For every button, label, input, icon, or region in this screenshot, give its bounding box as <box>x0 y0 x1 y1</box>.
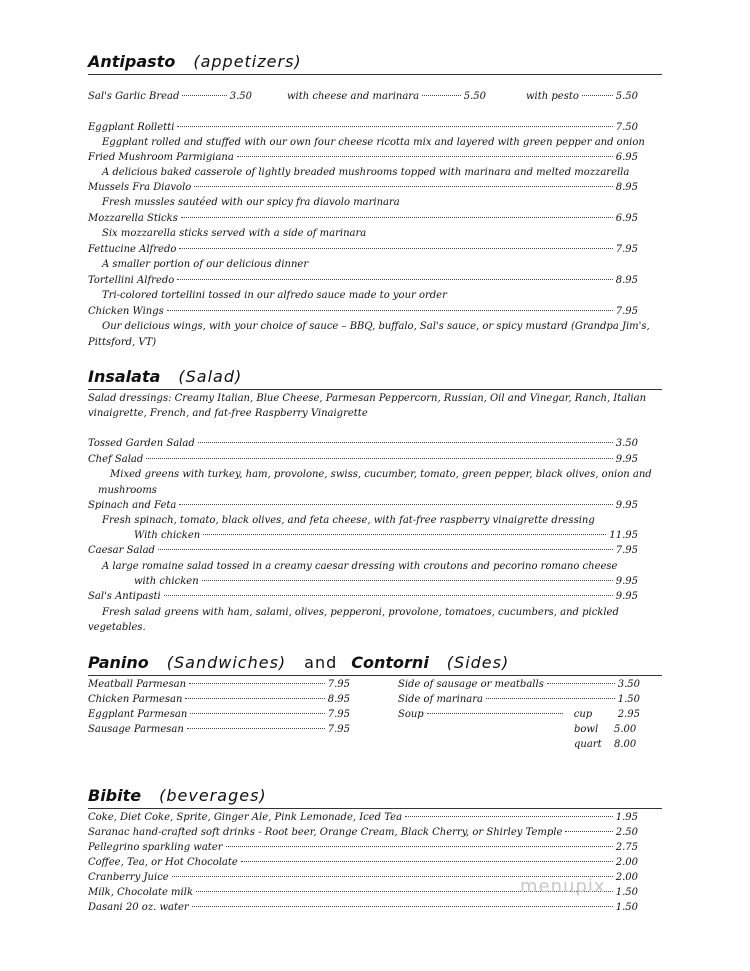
item-price: 6.95 <box>615 152 638 163</box>
item-name: Pellegrino sparkling water <box>88 842 223 853</box>
bibite-rule <box>88 808 662 809</box>
menu-item-row <box>88 855 638 870</box>
item-price: 2.00 <box>615 872 638 883</box>
item-name: With chicken <box>134 530 201 541</box>
antipasto-heading <box>88 52 302 71</box>
panino-rule <box>88 675 662 676</box>
item-price: 9.95 <box>615 591 638 602</box>
item-name: Cranberry Juice <box>88 872 169 883</box>
item-description: A smaller portion of our delicious dinner <box>102 259 309 270</box>
item-description: A large romaine salad tossed in a creamy caesar dressing with croutons and pecorino romano cheese <box>102 561 618 572</box>
insalata-subtitle: (Salad) <box>178 367 243 386</box>
item-description: A delicious baked casserole of lightly breaded mushrooms topped with marinara and melted mozzarella <box>102 167 630 178</box>
menu-item-row <box>88 120 638 135</box>
item-name: Eggplant Parmesan <box>88 709 188 720</box>
dot-leader <box>181 217 613 218</box>
dot-leader <box>185 698 324 699</box>
item-price: 5.00 <box>614 724 637 735</box>
soup-row <box>398 707 640 722</box>
dressings-text: Salad dressings: Creamy Italian, Blue Cheese, Parmesan Peppercorn, Russian, Oil and Vinegar, Ranch, Italian <box>88 393 647 404</box>
dot-leader <box>405 816 613 817</box>
item-price: 1.50 <box>615 887 638 898</box>
item-name: Soup <box>398 709 424 720</box>
item-price: 8.95 <box>615 182 638 193</box>
item-name: Mussels Fra Diavolo <box>88 182 192 193</box>
item-name: Coffee, Tea, or Hot Chocolate <box>88 857 238 868</box>
item-price: 3.50 <box>617 679 640 690</box>
dot-leader <box>182 95 226 96</box>
item-name: Tortellini Alfredo <box>88 275 175 286</box>
dot-leader <box>192 906 613 907</box>
item-name: with chicken <box>134 576 199 587</box>
menu-item-row <box>88 677 350 692</box>
menu-item-row <box>88 498 638 513</box>
item-name: Chicken Wings <box>88 306 164 317</box>
item-price: 7.95 <box>327 679 350 690</box>
menu-item-row <box>88 150 638 165</box>
menu-item-row <box>88 543 638 558</box>
item-name: Sal's Garlic Bread <box>88 91 180 102</box>
dot-leader <box>237 156 613 157</box>
dot-leader <box>203 534 606 535</box>
menu-item-row <box>88 840 638 855</box>
menu-item-row <box>88 211 638 226</box>
item-description: Mixed greens with turkey, ham, provolone, swiss, cucumber, tomato, green pepper, black olives, onion and <box>110 469 652 480</box>
contorni-title: Contorni <box>351 653 429 672</box>
item-description: Fresh spinach, tomato, black olives, and feta cheese, with fat-free raspberry vinaigrette dressing <box>102 515 595 526</box>
item-description: Fresh mussles sautéed with our spicy fra diavolo marinara <box>102 197 400 208</box>
menu-item-row <box>88 452 638 467</box>
dot-leader <box>167 310 613 311</box>
item-price: 8.00 <box>614 739 637 750</box>
insalata-title: Insalata <box>88 367 161 386</box>
item-name: Fried Mushroom Parmigiana <box>88 152 234 163</box>
item-price: 7.50 <box>615 122 638 133</box>
item-name: Mozzarella Sticks <box>88 213 178 224</box>
panino-heading <box>88 653 509 672</box>
item-name: Caesar Salad <box>88 545 155 556</box>
dot-leader <box>177 126 612 127</box>
item-price: 2.75 <box>615 842 638 853</box>
menu-item-row <box>88 692 350 707</box>
item-price: 5.50 <box>463 91 486 102</box>
item-description-cont: Pittsford, VT) <box>88 337 157 348</box>
item-price: 9.95 <box>615 576 638 587</box>
dot-leader <box>177 279 612 280</box>
bibite-heading <box>88 786 267 805</box>
item-name: Saranac hand-crafted soft drinks - Root beer, Orange Cream, Black Cherry, or Shirley Temple <box>88 827 563 838</box>
item-price: 2.95 <box>617 709 640 720</box>
item-name: Chef Salad <box>88 454 144 465</box>
menu-item-row <box>88 304 638 319</box>
item-price: 7.95 <box>327 724 350 735</box>
menu-item-row <box>88 180 638 195</box>
insalata-heading <box>88 367 242 386</box>
menu-item-row <box>88 900 638 915</box>
dot-leader <box>547 683 615 684</box>
panino-subtitle: (Sandwiches) <box>166 653 287 672</box>
item-price: 6.95 <box>615 213 638 224</box>
item-name: Chicken Parmesan <box>88 694 183 705</box>
menu-item-row <box>398 692 640 707</box>
dot-leader <box>241 861 613 862</box>
bibite-title: Bibite <box>88 786 142 805</box>
menu-item-row <box>88 589 638 604</box>
menu-item-row <box>88 825 638 840</box>
soup-size: cup <box>573 709 593 720</box>
dot-leader <box>582 95 613 96</box>
item-name: Sausage Parmesan <box>88 724 184 735</box>
menu-item-row <box>88 810 638 825</box>
dot-leader <box>198 442 613 443</box>
bibite-subtitle: (beverages) <box>159 786 267 805</box>
item-name: Meatball Parmesan <box>88 679 187 690</box>
dot-leader <box>427 713 563 714</box>
dot-leader <box>179 504 612 505</box>
item-price: 9.95 <box>615 454 638 465</box>
soup-size: quart <box>574 739 602 750</box>
item-name: Dasani 20 oz. water <box>88 902 189 913</box>
antipasto-title: Antipasto <box>88 52 176 71</box>
menu-item-row <box>88 722 350 737</box>
watermark-logo: menupix <box>520 876 606 897</box>
dressings-text-cont: vinaigrette, French, and fat-free Raspberry Vinaigrette <box>88 408 368 419</box>
dot-leader <box>422 95 461 96</box>
item-price: 7.95 <box>615 306 638 317</box>
menu-item-row <box>88 436 638 451</box>
item-name: Tossed Garden Salad <box>88 438 195 449</box>
dot-leader <box>179 248 612 249</box>
item-price: 1.95 <box>615 812 638 823</box>
antipasto-subtitle: (appetizers) <box>193 52 302 71</box>
dot-leader <box>158 549 613 550</box>
dot-leader <box>565 831 612 832</box>
dot-leader <box>226 846 613 847</box>
antipasto-rule <box>88 74 662 75</box>
dot-leader <box>146 458 612 459</box>
item-name: Side of marinara <box>398 694 484 705</box>
menu-item-row <box>134 528 638 543</box>
item-description: Fresh salad greens with ham, salami, olives, pepperoni, provolone, tomatoes, cucumbers, and pickled <box>102 607 619 618</box>
item-description-cont: vegetables. <box>88 622 146 633</box>
menu-item-row <box>88 707 350 722</box>
dot-leader <box>202 580 613 581</box>
item-price: 9.95 <box>615 500 638 511</box>
dot-leader <box>194 186 612 187</box>
garlic-bread-row <box>88 89 252 104</box>
dot-leader <box>190 713 324 714</box>
item-name: Coke, Diet Coke, Sprite, Ginger Ale, Pink Lemonade, Iced Tea <box>88 812 403 823</box>
item-price: 8.95 <box>327 694 350 705</box>
item-price: 3.50 <box>615 438 638 449</box>
item-description: Eggplant rolled and stuffed with our own four cheese ricotta mix and layered with green pepper and onion <box>102 137 645 148</box>
item-name: with cheese and marinara <box>287 91 420 102</box>
garlic-bread-pesto-row <box>526 89 638 104</box>
dot-leader <box>189 683 325 684</box>
item-price: 2.00 <box>615 857 638 868</box>
item-name: Eggplant Rolletti <box>88 122 175 133</box>
item-name: Milk, Chocolate milk <box>88 887 193 898</box>
item-name: Side of sausage or meatballs <box>398 679 544 690</box>
item-description: Six mozzarella sticks served with a side of marinara <box>102 228 367 239</box>
item-price: 2.50 <box>615 827 638 838</box>
item-price: 7.95 <box>327 709 350 720</box>
soup-size: bowl <box>574 724 599 735</box>
panino-and: and <box>304 653 338 672</box>
item-description: Our delicious wings, with your choice of sauce – BBQ, buffalo, Sal's sauce, or spicy mustard (Grandpa Jim's, <box>102 321 650 332</box>
item-name: Spinach and Feta <box>88 500 177 511</box>
garlic-bread-cheese-row <box>287 89 486 104</box>
item-price: 7.95 <box>615 545 638 556</box>
dot-leader <box>486 698 615 699</box>
item-description: Tri-colored tortellini tossed in our alfredo sauce made to your order <box>102 290 447 301</box>
item-price: 5.50 <box>615 91 638 102</box>
menu-item-row <box>88 242 638 257</box>
dot-leader <box>164 595 613 596</box>
menu-item-row <box>134 574 638 589</box>
item-price: 7.95 <box>615 244 638 255</box>
contorni-subtitle: (Sides) <box>446 653 510 672</box>
panino-title: Panino <box>88 653 149 672</box>
item-description-cont: mushrooms <box>98 485 157 496</box>
item-price: 1.50 <box>617 694 640 705</box>
item-price: 1.50 <box>615 902 638 913</box>
insalata-rule <box>88 389 662 390</box>
item-name: with pesto <box>526 91 579 102</box>
item-price: 11.95 <box>609 530 638 541</box>
item-price: 8.95 <box>615 275 638 286</box>
menu-item-row <box>88 273 638 288</box>
item-price: 3.50 <box>229 91 252 102</box>
dot-leader <box>187 728 325 729</box>
item-name: Fettucine Alfredo <box>88 244 177 255</box>
item-name: Sal's Antipasti <box>88 591 161 602</box>
menu-item-row <box>398 677 640 692</box>
